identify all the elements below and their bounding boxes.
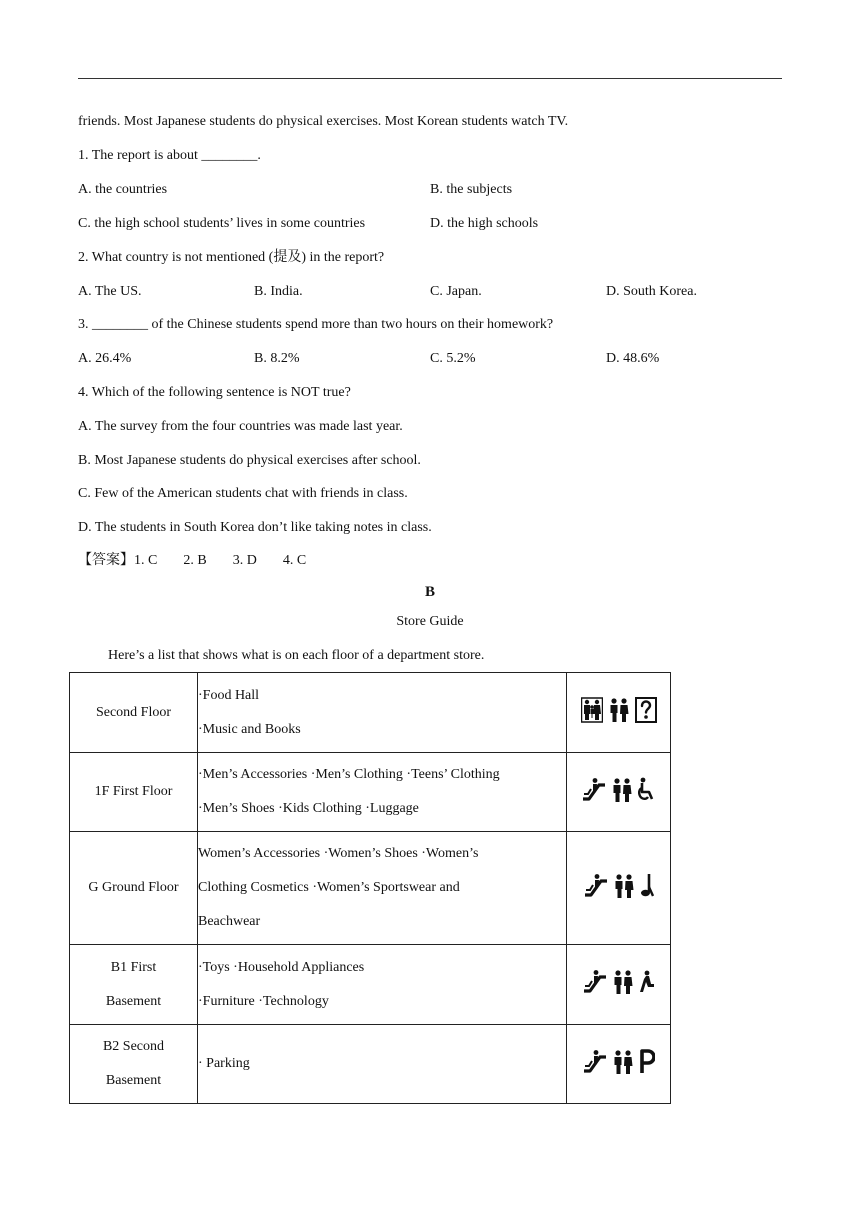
table-row xyxy=(70,673,671,753)
item-line: ·Food Hall xyxy=(198,687,260,703)
floor-label: Second Floor xyxy=(95,704,172,720)
question-3-option-b: B. 8.2% xyxy=(254,351,300,366)
question-1-option-d: D. the high schools xyxy=(430,216,539,231)
icons-cell xyxy=(567,832,671,945)
answer-item: 4. C xyxy=(282,553,307,568)
baby-change-icon xyxy=(639,969,655,995)
question-1-option-a: A. the countries xyxy=(78,182,168,197)
restroom-icon xyxy=(613,969,633,995)
question-2-option-b: B. India. xyxy=(254,284,303,299)
question-1-option-b: B. the subjects xyxy=(430,182,513,197)
item-line: ·Men’s Shoes ·Kids Clothing ·Luggage xyxy=(198,801,419,816)
item-line: Beachwear xyxy=(198,914,261,929)
icons-cell xyxy=(567,673,671,753)
question-2-option-d: D. South Korea. xyxy=(606,284,697,299)
question-4-stem: 4. Which of the following sentence is NOT true? xyxy=(78,385,351,400)
question-2-stem: 2. What country is not mentioned (提及) in the report? xyxy=(78,250,385,265)
answer-item: 3. D xyxy=(232,553,257,568)
question-3-option-c: C. 5.2% xyxy=(430,351,476,366)
items-cell xyxy=(198,1025,567,1104)
floor-label: B2 Second xyxy=(102,1039,165,1054)
passage-end: friends. Most Japanese students do physical exercises. Most Korean students watch TV. xyxy=(78,114,569,129)
restroom-icon xyxy=(613,1049,633,1075)
icons-cell xyxy=(567,1025,671,1104)
floor-cell xyxy=(70,753,198,832)
answer-key xyxy=(78,552,306,570)
items-cell xyxy=(198,945,567,1025)
items-cell xyxy=(198,753,567,832)
floor-cell xyxy=(70,1025,198,1104)
item-line: · Parking xyxy=(198,1056,250,1071)
floor-cell xyxy=(70,832,198,945)
question-4-option-d: D. The students in South Korea don’t like taking notes in class. xyxy=(78,520,432,535)
question-3-option-d: D. 48.6% xyxy=(606,351,660,366)
table-row xyxy=(70,832,671,945)
question-4-option-c: C. Few of the American students chat with friends in class. xyxy=(78,486,408,501)
section-title: Store Guide xyxy=(396,614,464,629)
question-2-option-c: C. Japan. xyxy=(430,284,482,299)
music-icon xyxy=(640,873,654,899)
section-intro: Here’s a list that shows what is on each floor of a department store. xyxy=(108,648,485,663)
question-1-stem: 1. The report is about ________. xyxy=(78,148,261,163)
question-4-option-a: A. The survey from the four countries was made last year. xyxy=(78,419,403,434)
table-row xyxy=(70,945,671,1025)
floor-label: 1F First Floor xyxy=(94,784,173,799)
store-guide-table xyxy=(69,672,671,1104)
question-1-option-c: C. the high school students’ lives in some countries xyxy=(78,216,366,231)
answer-item: 1. C xyxy=(134,553,158,568)
family-icon xyxy=(581,697,603,723)
information-icon xyxy=(635,697,657,723)
table-row xyxy=(70,1025,671,1104)
floor-cell xyxy=(70,945,198,1025)
question-2-option-a: A. The US. xyxy=(78,284,142,299)
question-3-stem: 3. ________ of the Chinese students spend more than two hours on their homework? xyxy=(78,317,554,332)
escalator-icon xyxy=(582,777,606,803)
escalator-icon xyxy=(584,873,608,899)
escalator-icon xyxy=(583,1049,607,1075)
section-letter: B xyxy=(424,584,435,600)
icons-cell xyxy=(567,753,671,832)
floor-label: B1 First xyxy=(110,959,157,975)
item-line: ·Toys ·Household Appliances xyxy=(198,959,365,975)
floor-label: Basement xyxy=(105,1073,162,1088)
item-line: ·Furniture ·Technology xyxy=(198,993,329,1009)
items-cell xyxy=(198,832,567,945)
floor-label: Basement xyxy=(105,993,162,1009)
item-line: Clothing Cosmetics ·Women’s Sportswear and xyxy=(198,880,460,895)
icons-cell xyxy=(567,945,671,1025)
question-3-option-a: A. 26.4% xyxy=(78,351,132,366)
items-cell xyxy=(198,673,567,753)
answer-label: 【答案】 xyxy=(78,553,134,568)
header-rule xyxy=(78,78,782,79)
restroom-icon xyxy=(612,777,632,803)
item-line: ·Music and Books xyxy=(198,721,301,737)
restroom-icon xyxy=(614,873,634,899)
parking-icon xyxy=(639,1049,655,1075)
item-line: ·Men’s Accessories ·Men’s Clothing ·Teens’ Clothing xyxy=(198,767,500,782)
escalator-icon xyxy=(583,969,607,995)
item-line: Women’s Accessories ·Women’s Shoes ·Women’s xyxy=(198,846,479,861)
question-4-option-b: B. Most Japanese students do physical exercises after school. xyxy=(78,453,421,468)
floor-label: G Ground Floor xyxy=(88,880,179,895)
restroom-icon xyxy=(609,697,629,723)
floor-cell xyxy=(70,673,198,753)
table-row xyxy=(70,753,671,832)
wheelchair-icon xyxy=(638,777,656,803)
answer-item: 2. B xyxy=(183,553,207,568)
